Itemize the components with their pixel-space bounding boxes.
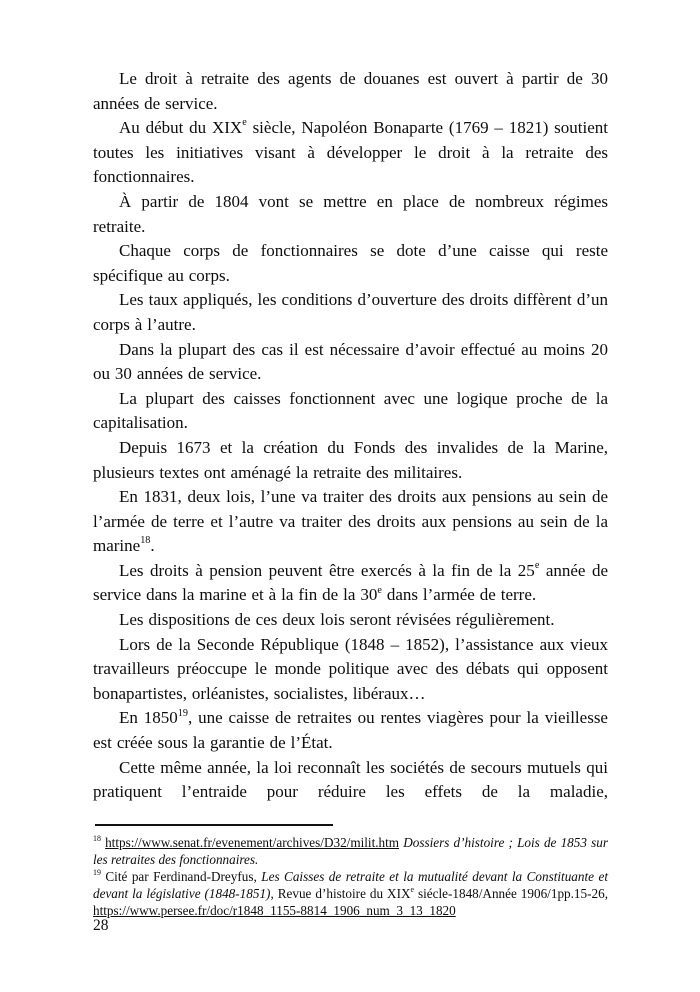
text-segment: Dossiers d’histoire ; Lois de 1853 sur les retraites des fonctionnaires. bbox=[93, 835, 608, 867]
paragraph bbox=[93, 436, 608, 485]
text-segment: , une caisse de retraites ou rentes viagères pour la vieillesse est créée sous la garantie de l’État. bbox=[93, 708, 608, 753]
footnotes bbox=[93, 834, 608, 919]
text-segment: Dans la plupart des cas il est nécessaire d’avoir effectué au moins 20 ou 30 années de service. bbox=[93, 339, 608, 384]
text-segment: Cité par Ferdinand-Dreyfus, bbox=[100, 869, 262, 884]
text-segment: Depuis 1673 et la création du Fonds des invalides de la Marine, plusieurs textes ont aménagé la retraite des militaires. bbox=[93, 437, 608, 482]
text-segment: année de service dans la marine et à la fin de la 30 bbox=[93, 560, 608, 605]
footnote-rule bbox=[95, 824, 333, 826]
superscript: 19 bbox=[177, 707, 188, 719]
footnote-link[interactable]: https://www.persee.fr/doc/r1848_1155-8814_1906_num_3_13_1820 bbox=[93, 903, 456, 918]
superscript: 18 bbox=[140, 535, 151, 547]
superscript: e bbox=[534, 560, 540, 571]
paragraph bbox=[93, 608, 608, 633]
text-segment: Les droits à pension peuvent être exercés à la fin de la 25 bbox=[119, 560, 535, 580]
superscript: e bbox=[377, 584, 382, 596]
paragraph bbox=[93, 559, 608, 608]
paragraph bbox=[93, 633, 608, 707]
text-segment: À partir de 1804 vont se mettre en place de nombreux régimes retraite. bbox=[93, 191, 608, 236]
paragraph bbox=[93, 190, 608, 239]
text-segment: Cette même année, la loi reconnaît les sociétés de secours mutuels qui pratiquent l’entraide pour réduire les effets de la maladie, bbox=[93, 757, 608, 802]
footnote-link[interactable]: https://www.senat.fr/evenement/archives/D32/milit.htm bbox=[105, 835, 400, 850]
text-segment: , Revue d’histoire du XIX bbox=[270, 886, 411, 901]
paragraph bbox=[93, 485, 608, 559]
text-segment: En 1831, deux lois, l’une va traiter des droits aux pensions au sein de l’armée de terre et l’autre va traiter des droits aux pensions au sein de la marine bbox=[93, 487, 608, 556]
paragraph bbox=[93, 67, 608, 116]
paragraph bbox=[93, 706, 608, 755]
superscript: 19 bbox=[93, 867, 101, 877]
superscript: 18 bbox=[93, 833, 101, 843]
text-segment: La plupart des caisses fonctionnent avec une logique proche de la capitalisation. bbox=[93, 388, 608, 433]
text-segment: dans l’armée de terre. bbox=[381, 585, 537, 605]
paragraph bbox=[93, 387, 608, 436]
text-segment: Les dispositions de ces deux lois seront révisées régulièrement. bbox=[119, 610, 555, 630]
footnote bbox=[93, 834, 608, 868]
paragraph bbox=[93, 116, 608, 190]
text-segment: siècle, Napoléon Bonaparte (1769 – 1821) soutient toutes les initiatives visant à développer le droit à la retraite des fonctionnaires. bbox=[93, 118, 609, 187]
footnote bbox=[93, 868, 608, 919]
paragraph bbox=[93, 239, 608, 288]
text-segment: siécle-1848/Année 1906/1pp.15-26, bbox=[414, 886, 608, 901]
paragraph bbox=[93, 338, 608, 387]
paragraph bbox=[93, 288, 608, 337]
text-segment: Chaque corps de fonctionnaires se dote d’une caisse qui reste spécifique au corps. bbox=[93, 241, 608, 285]
body-text bbox=[93, 67, 608, 805]
text-segment: Lors de la Seconde République (1848 – 1852), l’assistance aux vieux travailleurs préoccupe le monde politique avec des débats qui opposent bonapartistes, orléanistes, socialistes, libéraux… bbox=[93, 634, 608, 703]
superscript: e bbox=[242, 117, 247, 129]
paragraph bbox=[93, 756, 608, 805]
text-segment: Les Caisses de retraite et la mutualité devant la Constituante et devant la législative (1848-1851) bbox=[93, 869, 608, 901]
page-number: 28 bbox=[93, 917, 109, 934]
text-segment: Au début du XIX bbox=[119, 118, 243, 138]
text-segment: Les taux appliqués, les conditions d’ouverture des droits diffèrent d’un corps à l’autre. bbox=[93, 290, 608, 334]
text-segment: Le droit à retraite des agents de douanes est ouvert à partir de 30 années de service. bbox=[93, 69, 608, 113]
text-segment: . bbox=[150, 536, 155, 556]
text-segment: En 1850 bbox=[119, 708, 178, 728]
superscript: e bbox=[410, 884, 414, 894]
